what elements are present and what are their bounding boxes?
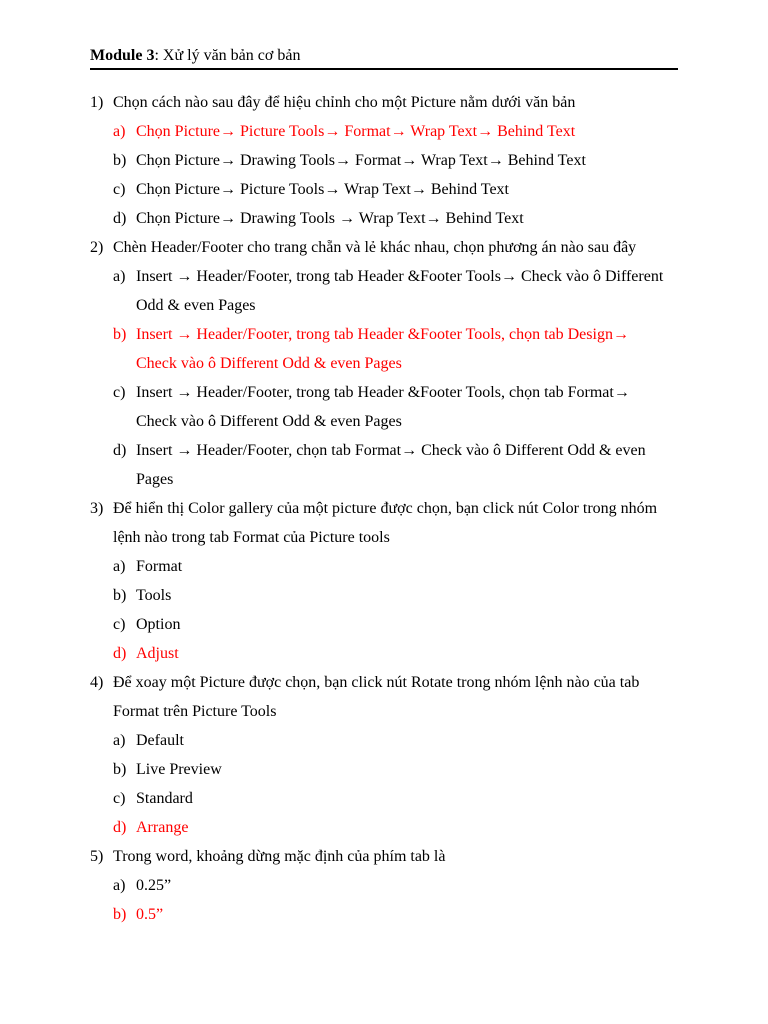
option-text: Insert → Header/Footer, trong tab Header &Footer Tools, chọn tab Design→ [136,326,629,343]
option-label: a) [113,732,126,749]
option-text: Insert → Header/Footer, trong tab Header &Footer Tools→ Check vào ô Different [136,268,664,285]
option-line [0,407,768,436]
option-line [0,610,768,639]
option-label: b) [113,152,127,169]
option-text: Pages [136,471,174,488]
option-line [0,262,768,291]
question-number: 1) [90,94,104,111]
option-label: b) [113,906,127,923]
option-line-correct [0,813,768,842]
page-header [90,46,678,70]
option-line [0,175,768,204]
option-text: Arrange [136,819,189,836]
option-line [0,755,768,784]
question-text: Format trên Picture Tools [113,703,277,720]
option-text: Tools [136,587,172,604]
option-line [0,726,768,755]
option-text: Chọn Picture→ Drawing Tools → Wrap Text→ Behind Text [136,210,524,227]
option-label: c) [113,616,126,633]
option-label: a) [113,268,126,285]
question-line [0,668,768,697]
option-label: a) [113,558,126,575]
option-label: c) [113,790,126,807]
option-label: d) [113,442,127,459]
option-line-correct [0,639,768,668]
question-text: Trong word, khoảng dừng mặc định của phím tab là [113,848,446,865]
option-label: d) [113,645,127,662]
question-line [0,233,768,262]
question-line [0,88,768,117]
option-text: Format [136,558,183,575]
option-line [0,378,768,407]
question-line [0,494,768,523]
option-text: Chọn Picture→ Picture Tools→ Format→ Wrap Text→ Behind Text [136,123,576,140]
option-line-correct [0,320,768,349]
option-text: Default [136,732,184,749]
question-list [0,88,768,929]
option-text: Live Preview [136,761,222,778]
option-label: d) [113,210,127,227]
option-text: Insert → Header/Footer, trong tab Header &Footer Tools, chọn tab Format→ [136,384,630,401]
option-label: b) [113,587,127,604]
question-number: 4) [90,674,104,691]
question-text: Để xoay một Picture được chọn, bạn click nút Rotate trong nhóm lệnh nào của tab [113,674,640,691]
option-line [0,291,768,320]
option-label: a) [113,877,126,894]
option-line [0,436,768,465]
option-label: b) [113,326,127,343]
option-text: Check vào ô Different Odd & even Pages [136,355,402,372]
option-text: 0.5” [136,906,164,923]
option-line-correct [0,900,768,929]
option-line [0,871,768,900]
option-label: c) [113,181,126,198]
option-line-correct [0,117,768,146]
question-number: 3) [90,500,104,517]
option-text: Chọn Picture→ Drawing Tools→ Format→ Wrap Text→ Behind Text [136,152,586,169]
option-label: a) [113,123,126,140]
module-label: Module 3 [90,47,155,64]
option-text: Chọn Picture→ Picture Tools→ Wrap Text→ Behind Text [136,181,509,198]
question-number: 5) [90,848,104,865]
question-line [0,523,768,552]
option-label: b) [113,761,127,778]
module-title: : Xử lý văn bản cơ bản [154,47,301,64]
option-line [0,784,768,813]
question-line [0,697,768,726]
question-text: Để hiển thị Color gallery của một picture được chọn, bạn click nút Color trong nhóm [113,500,658,517]
option-text: 0.25” [136,877,172,894]
option-label: d) [113,819,127,836]
option-text: Option [136,616,181,633]
option-text: Standard [136,790,193,807]
option-line [0,581,768,610]
option-text: Adjust [136,645,179,662]
question-line [0,842,768,871]
option-line [0,146,768,175]
question-text: Chọn cách nào sau đây để hiệu chỉnh cho một Picture nằm dưới văn bản [113,94,576,111]
option-label: c) [113,384,126,401]
option-line-correct [0,349,768,378]
option-text: Check vào ô Different Odd & even Pages [136,413,402,430]
option-line [0,465,768,494]
question-text: Chèn Header/Footer cho trang chẵn và lẻ khác nhau, chọn phương án nào sau đây [113,239,637,256]
question-number: 2) [90,239,104,256]
option-text: Insert → Header/Footer, chọn tab Format→ Check vào ô Different Odd & even [136,442,646,459]
option-text: Odd & even Pages [136,297,256,314]
option-line [0,552,768,581]
option-line [0,204,768,233]
question-text: lệnh nào trong tab Format của Picture tools [113,529,390,546]
